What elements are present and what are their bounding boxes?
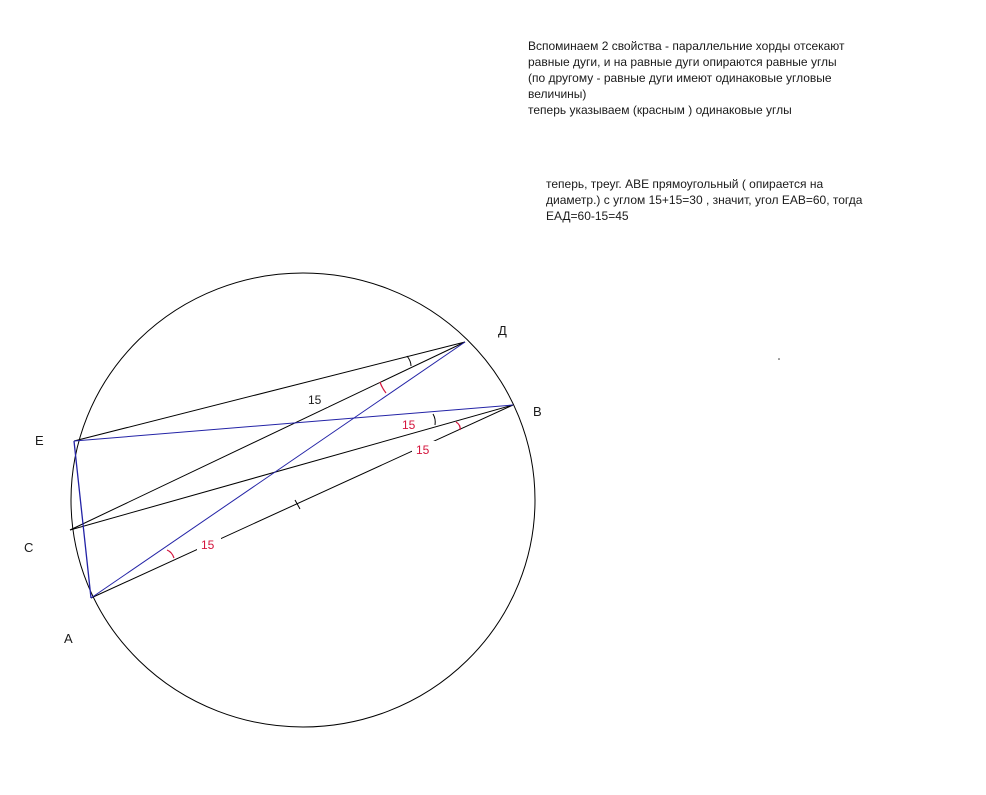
explanation-note-2: теперь, треуг. АВЕ прямоугольный ( опирается на диаметр.) с углом 15+15=30 , значит, угол ЕАВ=60, тогда ЕАД=60-15=45 (546, 177, 863, 223)
angle-label-15-red-lower: 15 (201, 538, 215, 552)
chord-ad (91, 342, 465, 598)
angle-mark-b-black (433, 414, 435, 425)
angle-label-15-red-middle: 15 (416, 443, 430, 457)
angle-label-15-red-upper: 15 (402, 418, 416, 432)
angle-mark-b-red (456, 422, 460, 430)
angle-mark-center-red (380, 382, 386, 393)
point-label-a: А (64, 631, 73, 646)
explanation-note-1: Вспоминаем 2 свойства - параллельние хорды отсекают равные дуги, и на равные дуги опираются равные углы (по другому - равные дуги имеют одинаковые угловые величины) теперь указываем (красным ) одинаковые углы (528, 39, 845, 117)
point-label-b: В (533, 404, 542, 419)
angle-mark-a-red (167, 550, 174, 558)
angle-label-15-black: 15 (308, 393, 322, 407)
point-label-c: С (24, 540, 34, 555)
chord-ea (74, 441, 91, 598)
chord-cb (70, 405, 513, 530)
point-label-d: Д (498, 323, 507, 338)
stray-dot (778, 358, 780, 360)
point-label-e: Е (35, 433, 44, 448)
circle (71, 273, 535, 727)
angle-mark-d (407, 356, 411, 366)
